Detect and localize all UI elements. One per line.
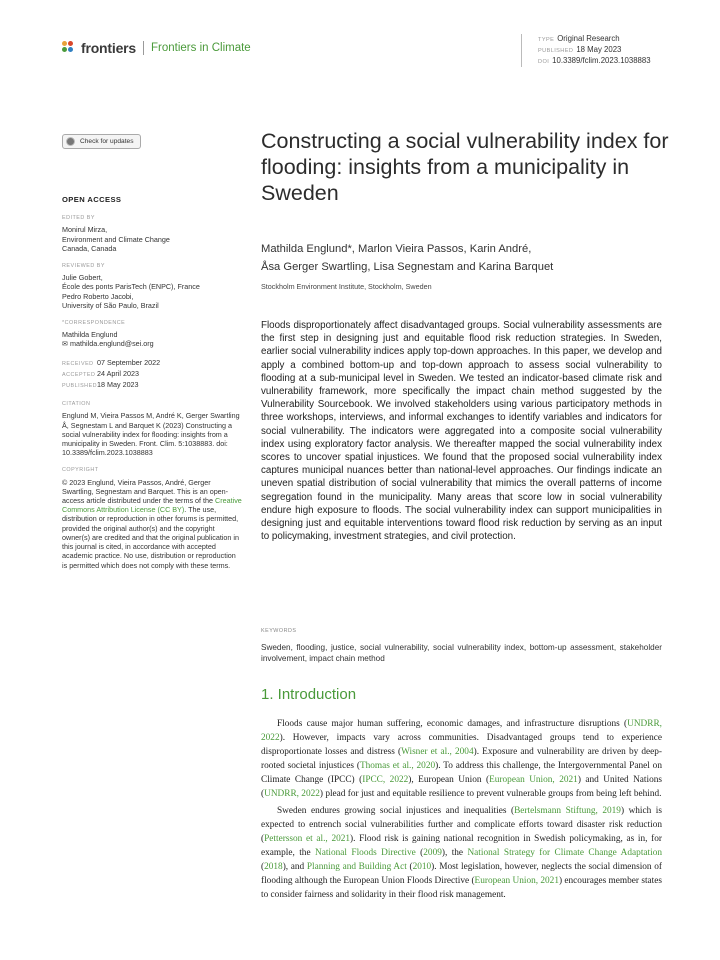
reference-link[interactable]: IPCC, 2022: [362, 775, 409, 786]
paragraph-text: ). Flood risk is gaining national recognition in Swedish policymaking, as in, for example, the: [261, 833, 662, 858]
paragraph-text: ) encourages member states to consider fairness and solidarity in their flood risk management.: [261, 876, 662, 901]
article-dates: RECEIVED 07 September 2022 ACCEPTED 24 April 2023 PUBLISHED18 May 2023: [62, 357, 161, 390]
reference-link[interactable]: Pettersson et al., 2021: [264, 833, 351, 844]
meta-type: TYPE Original Research: [538, 34, 620, 43]
paragraph-text: Floods cause major human suffering, economic damages, and infrastructure disruptions (: [277, 719, 628, 729]
paragraph-text: ). However, impacts vary across communities. Disadvantaged groups tend to experience disproportionate losses and distress (: [261, 733, 662, 758]
frontiers-logo[interactable]: [62, 38, 251, 58]
reference-link[interactable]: UNDRR, 2022: [264, 789, 320, 800]
introduction-body: [261, 717, 662, 904]
paragraph-text: ), and: [282, 861, 307, 872]
paragraph-text: ). Most legislation, however, neglects the social dimension of flooding although the European Union Floods Directive (: [261, 861, 662, 887]
abstract: Floods disproportionately affect disadvantaged groups. Social vulnerability assessments are the first step in designing just and equitable flood risk reduction strategies. In Sweden, earlier social vulnerability indices apply top-down approaches. In this paper, we develop and apply a combined bottom-up and top-down approach to assess social vulnerability to flooding at a sub-municipal level in Sweden. We tested an indicator-based climate risk and vulnerability framework, more specifically the impact chain method suggested by the Vulnerability Sourcebook. We involved stakeholders using various participatory methods in three workshops, interviews, and informal exchanges to identify variables and indicators for social vulnerability. The indicators were aggregated into a composite social vulnerability index using exploratory factor analysis. We thereafter mapped the social vulnerability index scores to uncover spatial injustices. We found that the proposed social vulnerability index captures municipal nuances better than national-level approaches. Our findings indicate an uneven spatial distribution of social vulnerability that mimics the overall patterns of income segregation found in the municipality. Many areas that score low in social vulnerability endure high exposure to floods. The social vulnerability index can support municipalities in designing just and equitable interventions toward flood risk reduction by serving as an input to policymaking, investment strategies, and civil protection.: [261, 320, 662, 543]
correspondence-email[interactable]: ✉ mathilda.englund@sei.org: [62, 339, 154, 349]
affiliation: Stockholm Environment Institute, Stockholm, Sweden: [261, 282, 432, 291]
paragraph-text: ). To address this challenge, the Intergovernmental Panel on Climate Change (IPCC) (: [261, 761, 662, 786]
check-updates-icon: [66, 137, 75, 146]
paragraph-text: (: [261, 861, 265, 872]
reference-link[interactable]: Thomas et al., 2020: [359, 761, 436, 772]
correspondence: *CORRESPONDENCE Mathilda Englund ✉ mathilda.englund@sei.org: [62, 319, 242, 349]
brand-name: frontiers: [81, 40, 136, 56]
article-meta: [521, 34, 651, 67]
reference-link[interactable]: Bertelsmann Stiftung, 2019: [514, 805, 621, 816]
reference-link[interactable]: European Union, 2021: [474, 876, 559, 887]
reference-link[interactable]: 2009: [423, 847, 442, 858]
paragraph-text: (: [406, 861, 413, 872]
section-heading-introduction: 1. Introduction: [261, 686, 357, 703]
license-link[interactable]: Creative Commons Attribution License (CC BY): [62, 496, 242, 515]
intro-paragraph-2: [261, 804, 662, 903]
journal-name[interactable]: Frontiers in Climate: [151, 42, 251, 54]
keywords-label: KEYWORDS: [261, 628, 297, 634]
citation: CITATION Englund M, Vieira Passos M, André K, Gerger Swartling Å, Segnestam L and Barquet K (2023) Constructing a social vulnerability index for flooding: insights from a municipality in Sweden. Front. Clim. 5:1038883. doi: 10.3389/fclim.2023.1038883: [62, 401, 240, 458]
paragraph-text: ). Exposure and vulnerability are driven by deep-rooted societal injustices (: [261, 747, 663, 772]
logo-divider: [143, 41, 144, 55]
check-for-updates-button[interactable]: Check for updates: [62, 134, 141, 149]
article-title: Constructing a social vulnerability index for flooding: insights from a municipality in Sweden: [261, 129, 669, 205]
reference-link[interactable]: UNDRR, 2022: [261, 719, 662, 744]
paragraph-text: ), the: [441, 847, 468, 858]
reference-link[interactable]: 2010: [412, 861, 432, 872]
paragraph-text: ) which is expected to entrench social vulnerabilities further and complicate efforts toward disaster risk reduction (: [261, 805, 663, 844]
reference-link[interactable]: National Strategy for Climate Change Adaptation: [467, 847, 662, 858]
paragraph-text: ) and United Nations (: [261, 775, 662, 800]
reference-link[interactable]: 2018: [264, 861, 283, 872]
frontiers-logo-icon: [62, 41, 76, 55]
open-access-label: OPEN ACCESS: [62, 195, 122, 204]
paragraph-text: Sweden endures growing social injustices and inequalities (: [277, 805, 515, 816]
meta-doi[interactable]: DOI 10.3389/fclim.2023.1038883: [538, 56, 651, 65]
paragraph-text: ), European Union (: [408, 775, 490, 786]
edited-by: EDITED BY Monirul Mirza, Environment and Climate Change Canada, Canada: [62, 215, 170, 253]
reviewed-by: REVIEWED BY Julie Gobert, École des ponts ParisTech (ENPC), France Pedro Roberto Jacobi, University of São Paulo, Brazil: [62, 263, 200, 310]
meta-published: PUBLISHED 18 May 2023: [538, 45, 622, 54]
reference-link[interactable]: Planning and Building Act: [306, 861, 407, 872]
copyright: COPYRIGHT © 2023 Englund, Vieira Passos, André, Gerger Swartling, Segnestam and Barquet. This is an open-access article distributed under the terms of the Creative Commons Attribution License (CC BY). The use, distribution or reproduction in other forums is permitted, provided the original author(s) and the copyright owner(s) are credited and that the original publication in this journal is cited, in accordance with accepted academic practice. No use, distribution or reproduction is permitted which does not comply with these terms.: [62, 467, 242, 570]
reference-link[interactable]: European Union, 2021: [489, 775, 578, 786]
intro-paragraph-1: [261, 717, 662, 802]
author-list: Mathilda Englund*, Marlon Vieira Passos, Karin André, Åsa Gerger Swartling, Lisa Segnestam and Karina Barquet: [261, 243, 554, 273]
keywords: Sweden, flooding, justice, social vulnerability, social vulnerability index, bottom-up assessment, stakeholder involvement, impact chain method: [261, 643, 662, 664]
paragraph-text: (: [415, 847, 424, 858]
mail-icon: ✉: [62, 339, 71, 349]
reference-link[interactable]: National Floods Directive: [315, 847, 416, 858]
reference-link[interactable]: Wisner et al., 2004: [401, 747, 474, 758]
paragraph-text: ) plead for just and equitable resilience to prevent vulnerable groups from being left behind.: [319, 789, 662, 800]
article-sidebar: [62, 134, 242, 579]
